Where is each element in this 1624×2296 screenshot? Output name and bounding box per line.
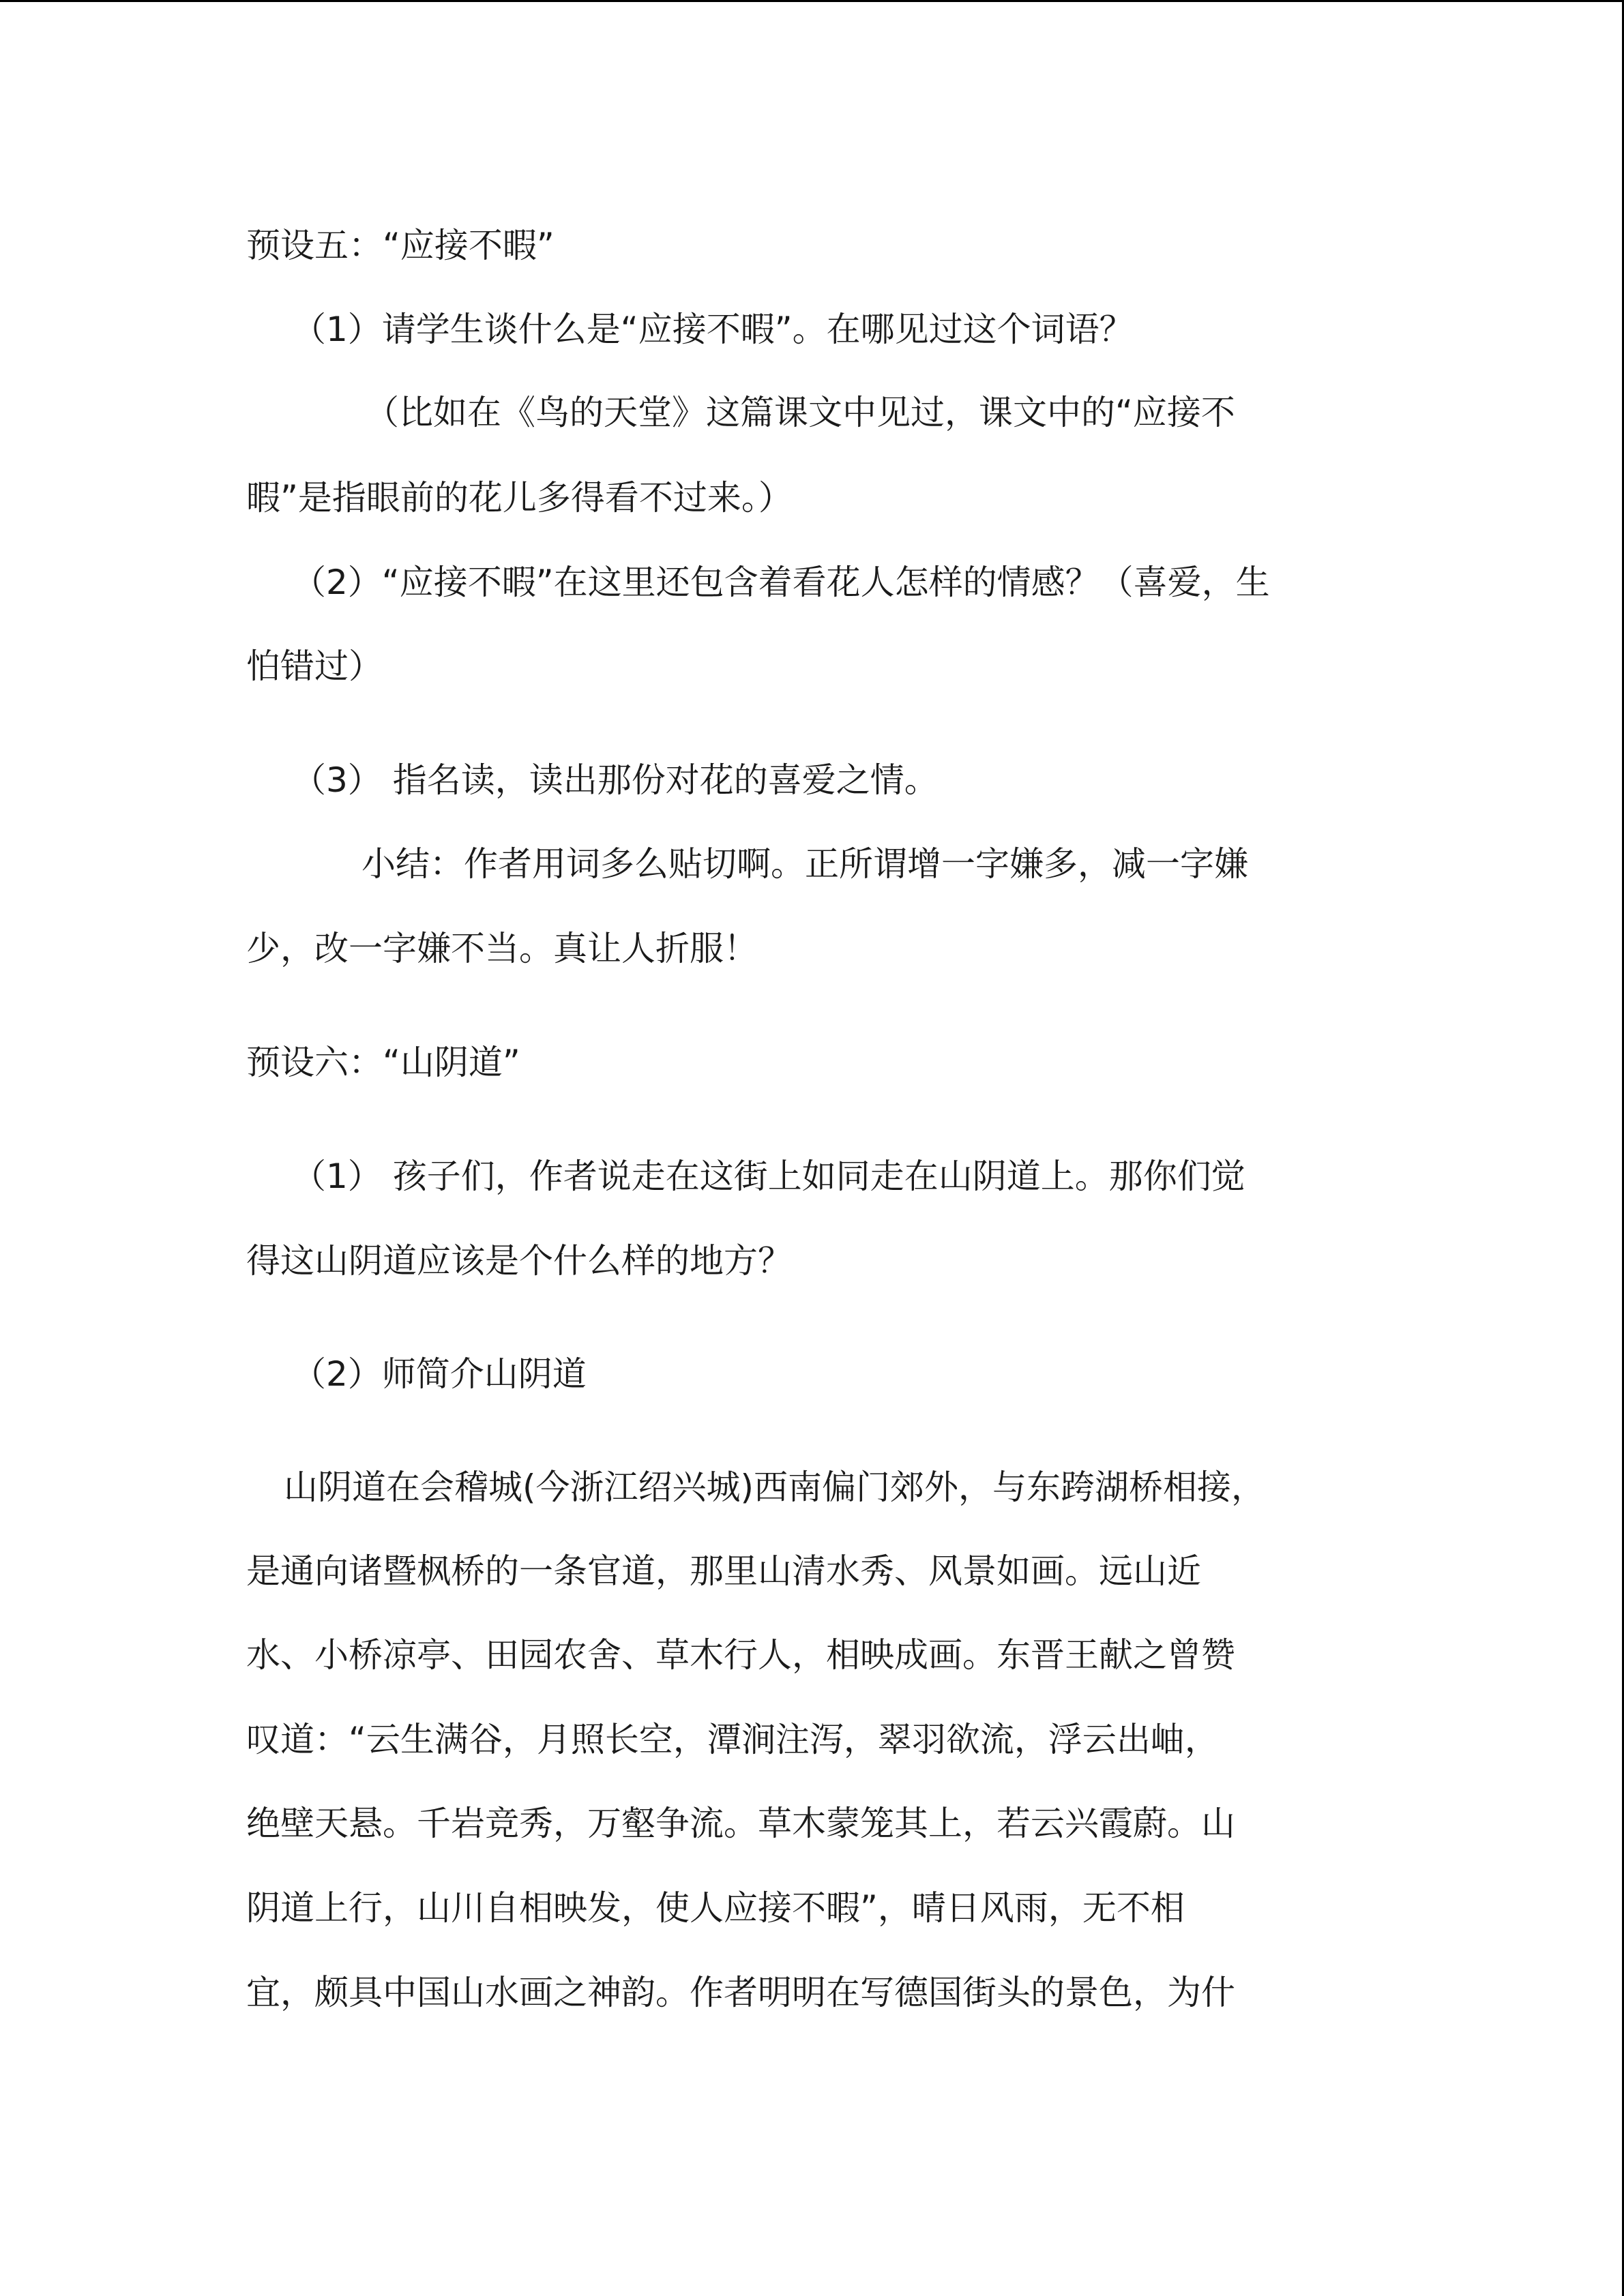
preset-five-heading: 预设五：“应接不暇” [246,226,555,265]
preset-five-example-line-2: 暇”是指眼前的花儿多得看不过来。） [246,478,793,518]
preset-five-step-1: （1）请学生谈什么是“应接不暇”。在哪见过这个词语？ [292,310,1134,349]
shanyin-intro-line-4: 叹道：“云生满谷，月照长空，潭涧注泻，翠羽欲流，浮云出岫， [246,1720,1219,1759]
preset-six-step-1-line-1: （1） 孩子们，作者说走在这街上如同走在山阴道上。那你们觉 [292,1157,1245,1196]
shanyin-intro-line-3: 水、小桥凉亭、田园农舍、草木行人，相映成画。东晋王献之曾赞 [246,1635,1235,1675]
preset-five-step-2-line-2: 怕错过） [246,646,383,686]
summary-line-1: 小结：作者用词多么贴切啊。正所谓增一字嫌多，减一字嫌 [361,844,1248,884]
preset-six-step-1-line-2: 得这山阴道应该是个什么样的地方？ [246,1241,792,1281]
shanyin-intro-line-5: 绝壁天悬。千岩竞秀，万壑争流。草木蒙笼其上，若云兴霞蔚。山 [246,1804,1235,1843]
preset-five-step-3: （3） 指名读，读出那份对花的喜爱之情。 [292,760,939,800]
preset-five-example-line-1: （比如在《鸟的天堂》这篇课文中见过，课文中的“应接不 [365,393,1235,432]
preset-five-step-2-line-1: （2）“应接不暇”在这里还包含着看花人怎样的情感？（喜爱，生 [292,563,1270,602]
preset-six-heading: 预设六：“山阴道” [246,1043,520,1082]
shanyin-intro-line-2: 是通向诸暨枫桥的一条官道，那里山清水秀、风景如画。远山近 [246,1551,1201,1591]
summary-line-2: 少，改一字嫌不当。真让人折服！ [246,929,758,968]
shanyin-intro-line-7: 宜，颇具中国山水画之神韵。作者明明在写德国街头的景色，为什 [246,1973,1235,2012]
preset-six-step-2: （2）师简介山阴道 [292,1354,587,1394]
shanyin-intro-line-6: 阴道上行，山川自相映发，使人应接不暇”，晴日风雨，无不相 [246,1888,1185,1928]
shanyin-intro-line-1: 山阴道在会稽城(今浙江绍兴城)西南偏门郊外，与东跨湖桥相接， [284,1467,1266,1507]
